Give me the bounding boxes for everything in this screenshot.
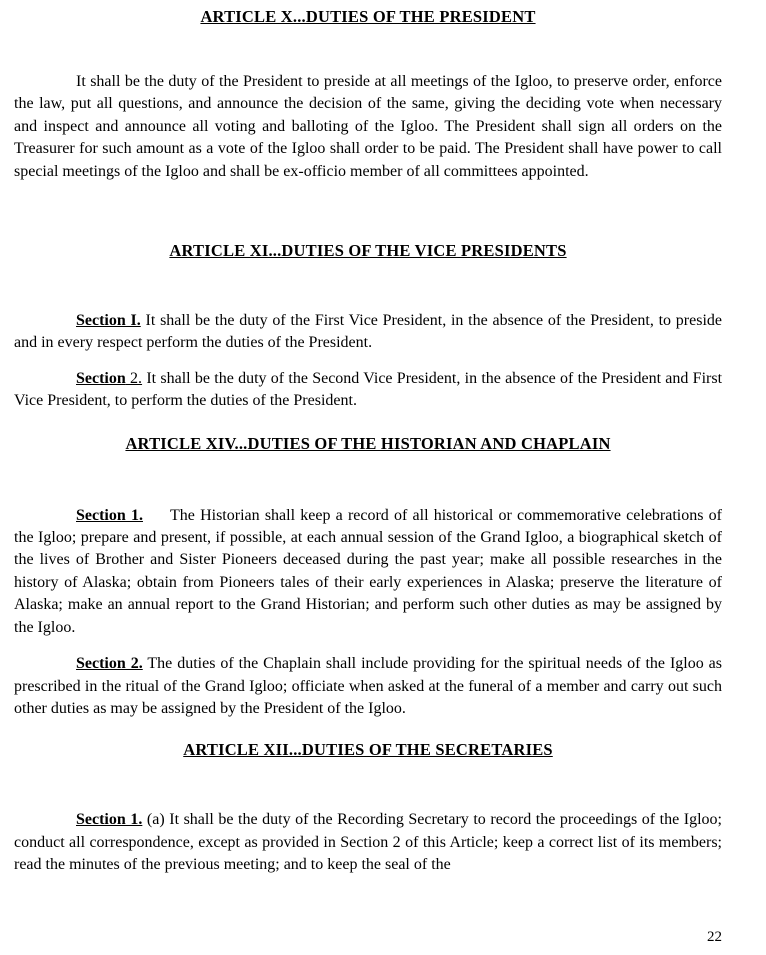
article-xiv-section-1-paragraph bbox=[14, 505, 722, 639]
article-xi-section-2-text: It shall be the duty of the Second Vice President, in the absence of the President and First Vice President, to perform the duties of the President. bbox=[14, 369, 723, 410]
article-xi-section-1-paragraph bbox=[14, 310, 722, 355]
article-xi-section-1-text: It shall be the duty of the First Vice President, in the absence of the President, to preside and in every respect perform the duties of the President. bbox=[14, 312, 723, 352]
article-x-body-paragraph: It shall be the duty of the President to preside at all meetings of the Igloo, to preserve order, enforce the law, put all questions, and announce the decision of the same, giving the deciding vote when necessary and inspect and announce all voting and balloting of the Igloo. The President shall sign all orders on the Treasurer for such amount as a vote of the Igloo shall order to be paid. The President shall have power to call special meetings of the Igloo and shall be ex-officio member of all committees appointed. bbox=[14, 73, 722, 180]
article-xi-section-2-label-number: 2. bbox=[125, 369, 143, 387]
article-xi-section-2-label-bold: Section bbox=[76, 369, 126, 387]
article-xi-section-2-paragraph bbox=[14, 368, 722, 413]
article-xii-section-1-paragraph bbox=[14, 809, 722, 876]
article-x-heading: ARTICLE X...DUTIES OF THE PRESIDENT bbox=[200, 7, 536, 26]
article-xiv-section-1-text: The Historian shall keep a record of all historical or commemorative celebrations of the Igloo; prepare and present, if possible, at each annual session of the Grand Igloo, a biographical sketch of the lives of Brother and Sister Pioneers deceased during the past year; make all possible researches in the history of Alaska; obtain from Pioneers tales of their early experiences in Alaska; preserve the literature of Alaska; make an annual report to the Grand Historian; and perform such other duties as may be assigned by the Igloo. bbox=[14, 506, 722, 636]
article-xiv-section-1-label: Section 1. bbox=[76, 506, 143, 524]
article-xiv-heading: ARTICLE XIV...DUTIES OF THE HISTORIAN AND CHAPLAIN bbox=[125, 433, 611, 453]
page-number: 22 bbox=[707, 929, 722, 945]
article-xii-heading: ARTICLE XII...DUTIES OF THE SECRETARIES bbox=[183, 740, 553, 760]
article-xi-heading: ARTICLE XI...DUTIES OF THE VICE PRESIDENTS bbox=[169, 241, 567, 261]
article-xii-section-1-text: (a) It shall be the duty of the Recording Secretary to record the proceedings of the Igloo; conduct all correspondence, except as provided in Section 2 of this Article; keep a correct list of its members; read the minutes of the previous meeting; and to keep the seal of the bbox=[14, 811, 723, 874]
article-xi-section-1-label: Section I. bbox=[76, 312, 141, 330]
article-xii-section-1-label: Section 1. bbox=[76, 811, 143, 829]
article-xiv-section-2-text: The duties of the Chaplain shall include providing for the spiritual needs of the Igloo as prescribed in the ritual of the Grand Igloo; officiate when asked at the funeral of a member and carry out such other duties as may be assigned by the President of the Igloo. bbox=[14, 655, 723, 717]
article-xiv-section-2-paragraph bbox=[14, 653, 722, 720]
article-xiv-section-2-label: Section 2. bbox=[76, 655, 143, 673]
